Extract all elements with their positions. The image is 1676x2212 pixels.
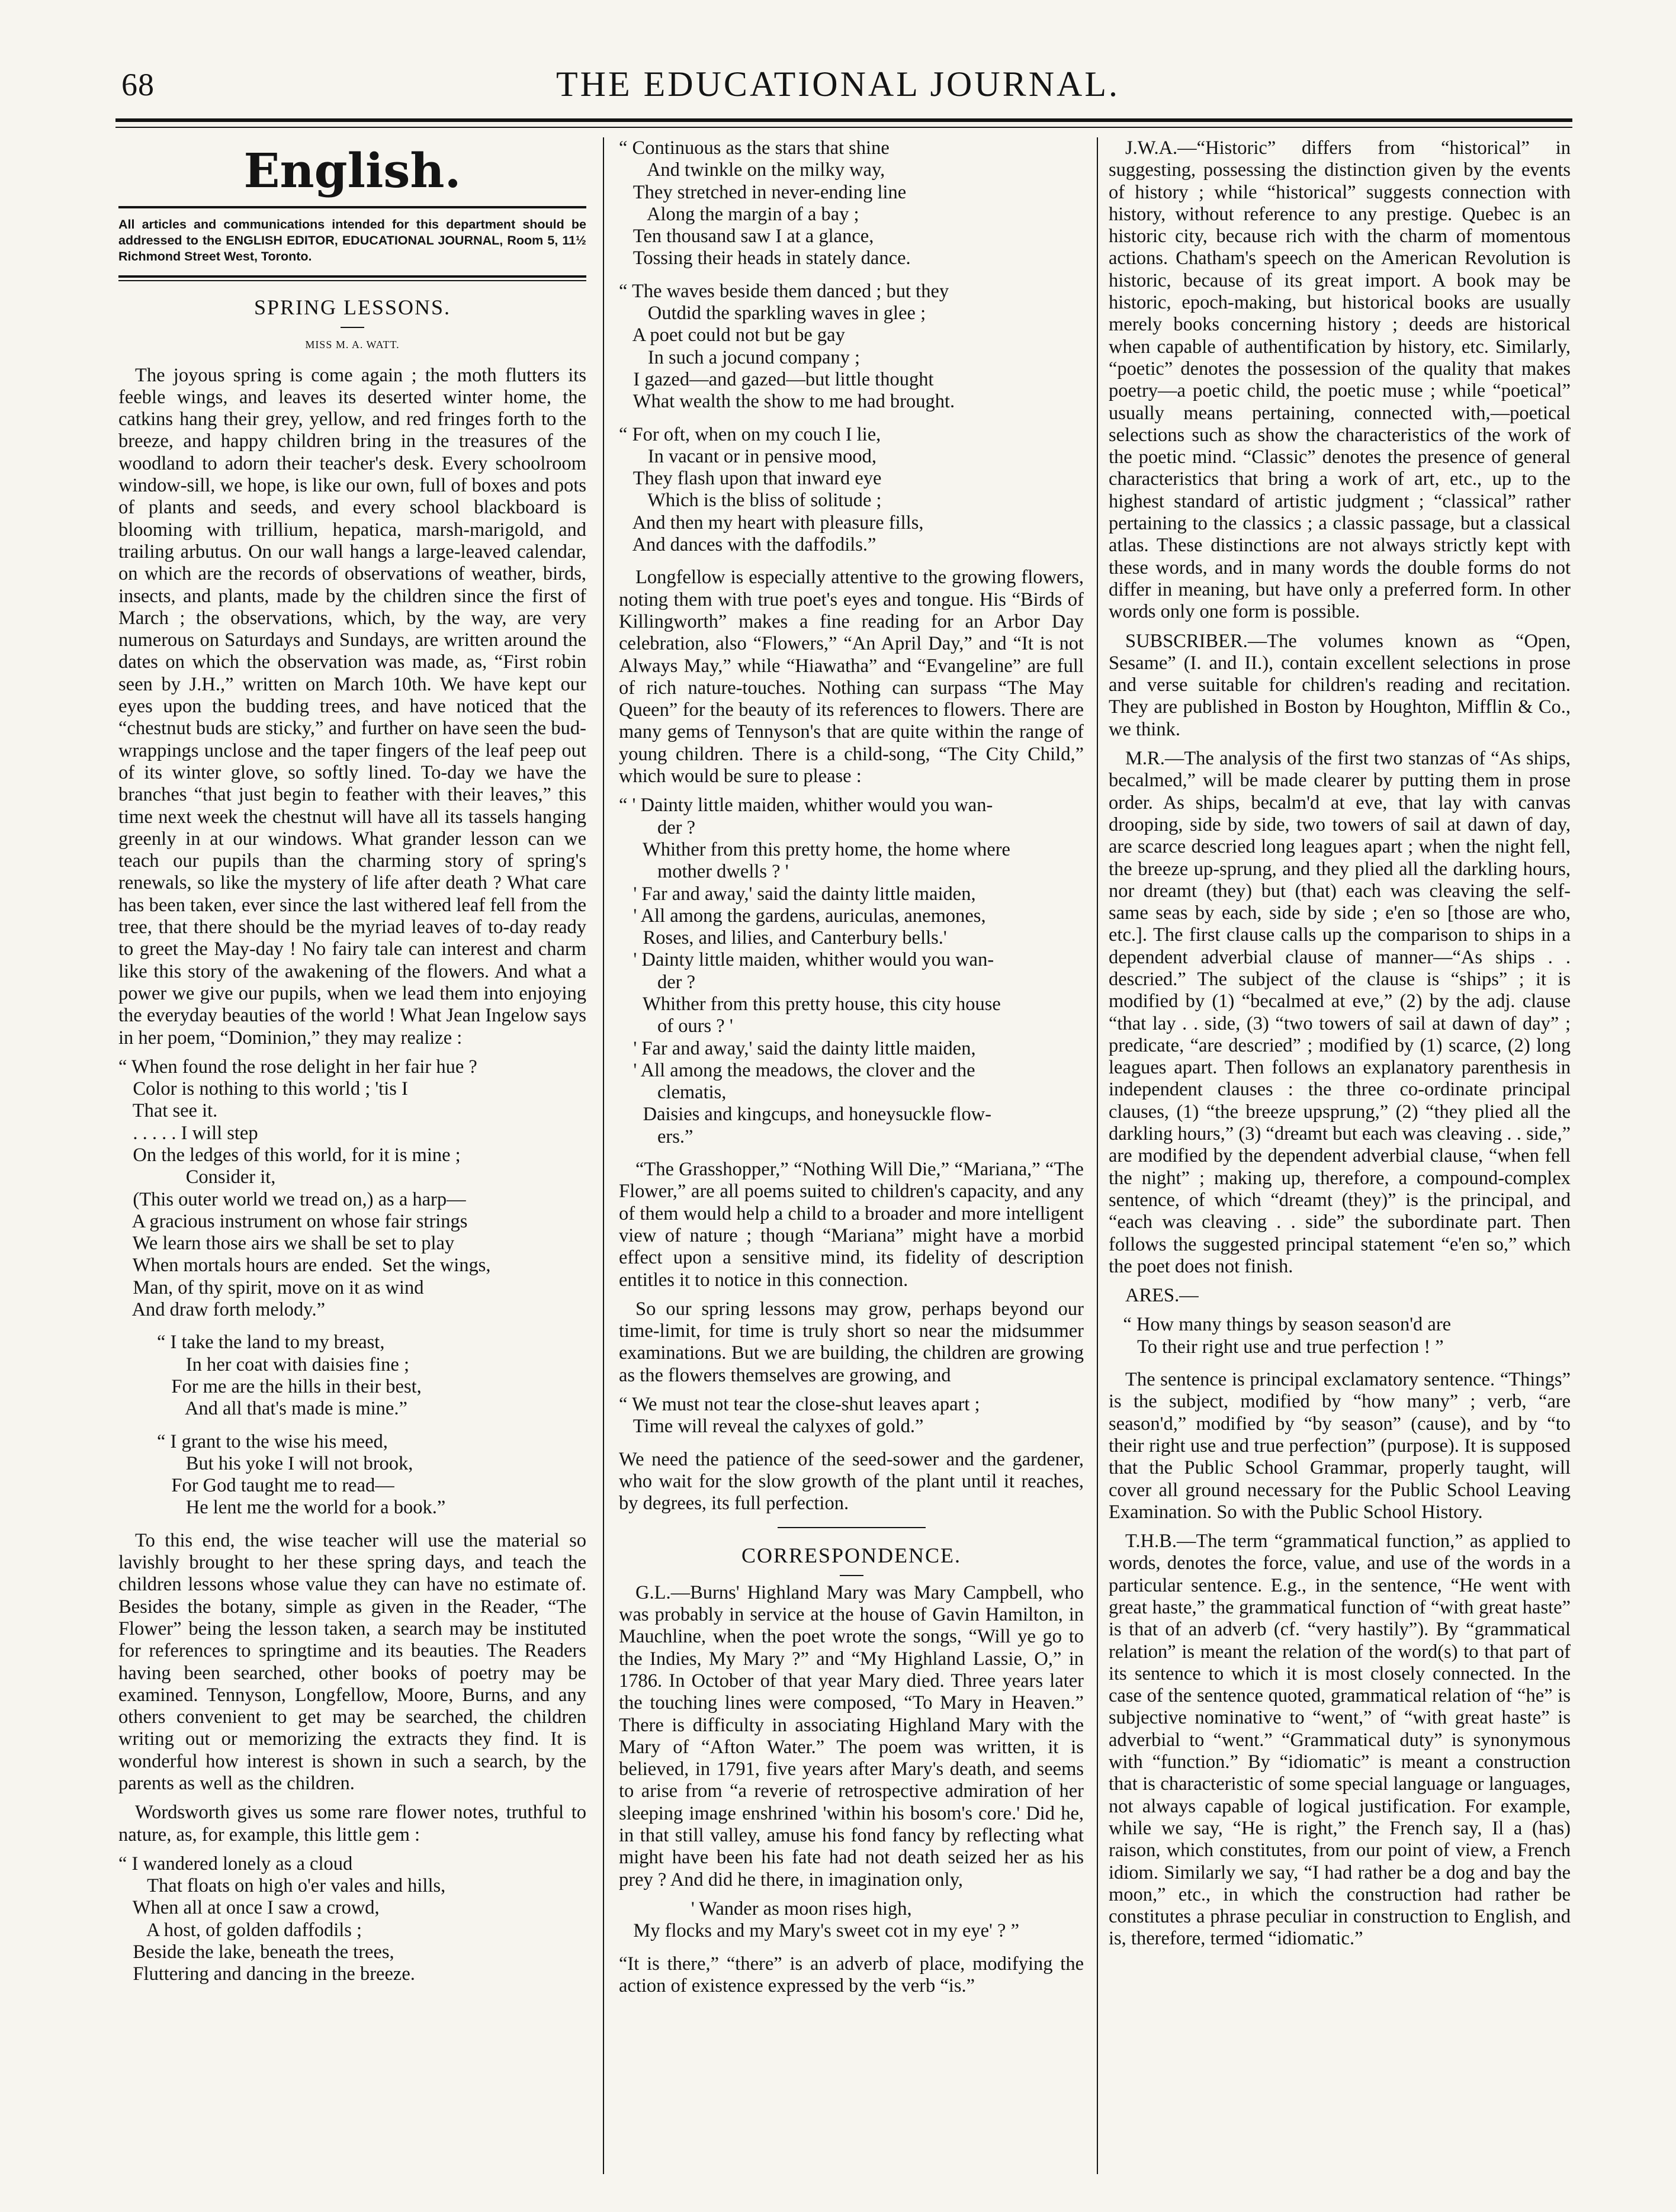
poem-quote [619,424,1084,557]
section-title: CORRESPONDENCE. [741,1543,962,1567]
article-title: SPRING LESSONS. [253,295,451,319]
journal-title: THE EDUCATIONAL JOURNAL. [556,65,1120,104]
poem-text: “ I grant to the wise his meed, But his yoke I will not brook, For God taught me to read— He lent me the world for a book.” [157,1430,446,1519]
paragraph: We need the patience of the seed-sower and the gardener, who wait for the slow growth of the plant until it reaches, by degrees, its full perfection. [619,1448,1084,1515]
poem-text: “ Continuous as the stars that shine And twinkle on the milky way, They stretched in never-ending line Along the margin of a bay ; Ten thousand saw I at a glance, Tossing their heads in stately dance. [619,137,911,269]
letter-label: ARES.— [1125,1285,1199,1307]
poem-quote [619,137,1084,270]
department-notice: All articles and communications intended for this department should be addressed to the ENGLISH EDITOR, EDUCATIONAL JOURNAL, Room 5, 11½ Richmond Street West, Toronto. [118,217,586,263]
poem-quote [118,1431,586,1519]
letter-answer: J.W.A.—“Historic” differs from “historical” in suggesting, possessing the distinction given by the events of history ; while “historical” suggests connection with history, without reference to any prestige. Quebec is an historic city, because rich with the charm of momentous actions. Chatham's speech on the American Revolution is historic, because of its great import. A book may be historic, epoch-making, but historical books are usually merely books concerning history ; deeds are historical when capable of authentification by history, etc. Similarly, “poetic” denotes the possession of the quality that makes poetry—a poetic child, the poetic muse ; while “poetical” usually means pertaining, connected with,—poetical selections such as show the characteristics of the work of the poetic mind. “Classic” denotes the presence of general characteristics that bring a work of art, etc., up to the highest standard of artistic judgment ; “classical” rather pertaining to the classics ; a classic passage, but a classical atlas. These distinctions are not always strictly kept with these words, and in many words the double forms do not differ in meaning, but have only a preferred form. In other words only one form is possible. [1109,137,1571,623]
divider [341,327,364,328]
header-rule [115,118,1572,122]
poem-quote [118,1332,586,1420]
poem-text: ' Wander as moon rises high, My flocks and my Mary's sweet cot in my eye' ? ” [633,1898,1019,1942]
letter-answer: SUBSCRIBER.—The volumes known as “Open, Sesame” (I. and II.), contain excellent selections in prose and verse suitable for children's reading and recitation. They are published in Boston by Houghton, Mifflin & Co., we think. [1109,630,1571,740]
department-title: English. [243,143,461,198]
paragraph: Wordsworth gives us some rare flower notes, truthful to nature, as, for example, this little gem : [118,1802,586,1846]
poem-text: “ For oft, when on my couch I lie, In vacant or in pensive mood, They flash upon that inward eye Which is the bliss of solitude ; And then my heart with pleasure fills, And dances with the daffodils.” [619,423,924,556]
poem-text: “ I take the land to my breast, In her coat with daisies fine ; For me are the hills in their best, And all that's made is mine.” [157,1332,422,1420]
paragraph: “It is there,” “there” is an adverb of place, modifying the action of existence expressed by the verb “is.” [619,1953,1084,1996]
poem-text: “ ' Dainty little maiden, whither would you wan- der ? Whither from this pretty home, the home where mother dwells ? ' ' Far and away,' said the dainty little maiden, ' All among the gardens, auriculas, anemones, Roses, and lilies, and Canterbury bells.' ' Dainty little maiden, whither would you wan- der ? Whither from this pretty house, this city house of ours ? ' ' Far and away,' said the dainty little maiden, ' All among the meadows, the clover and the clematis, Daisies and kingcups, and honeysuckle flow- ers.” [619,795,1010,1147]
column-divider [1097,137,1098,2174]
paragraph: Longfellow is especially attentive to the growing flowers, noting them with true poet's eyes and tongue. His “Birds of Killingworth” makes a fine reading for an Arbor Day celebration, also “Flowers,” “An April Day,” and “It is not Always May,” while “Hiawatha” and “Evangeline” are full of rich nature-touches. Nothing can surpass “The May Queen” for the beauty of its references to flowers. There are many gems of Tennyson's that are quite within the range of young children. There is a child-song, “The City Child,” which would be sure to please : [619,567,1084,787]
divider [118,206,586,208]
divider [840,1575,863,1576]
column-2 [619,137,1084,2174]
paragraph: To this end, the wise teacher will use the material so lavishly brought to her these spring days, and teach the children lessons whose value they can have no estimate of. Besides the botany, simple as given in the Reader, “The Flower” being the lesson taken, a search may be instituted for references to springtime and its beauties. The Readers having been searched, other books of poetry may be examined. Tennyson, Longfellow, Moore, Burns, and any others convenient to get may be searched, the children writing out or memorizing the extracts they find. It is wonderful how interest is shown in such a search, by the parents as well as the children. [118,1529,586,1794]
poem-text: “ I wandered lonely as a cloud That floats on high o'er vales and hills, When all at once I saw a crowd, A host, of golden daffodils ; Beside the lake, beneath the trees, Fluttering and dancing in the breeze. [118,1853,446,1985]
poem-text: “ The waves beside them danced ; but they Outdid the sparkling waves in glee ; A poet could not but be gay In such a jocund company ; I gazed—and gazed—but little thought What wealth the show to me had brought. [619,280,955,413]
letter-answer: T.H.B.—The term “grammatical function,” as applied to words, denotes the force, value, and use of the words in a particular sentence. E.g., in the sentence, “He went with great haste,” the grammatical function of “with great haste” is that of an adverb (cf. “very hastily”). By “grammatical relation” is meant the relation of the word(s) to that part of its sentence to which it is most closely connected. In the case of the sentence quoted, grammatical relation of “he” is subjective nominative to “went,” of “with great haste” is adverbial to “went.” “Grammatical duty” is synonymous with “function.” By “idiomatic” is meant a construction that is characteristic of some special language or languages, not always capable of logical justification. For example, while we say, “He is right,” the French say, Il a (has) raison, which constitutes, from our point of view, a French idiom. Similarly we say, “I had rather be a dog and bay the moon,” etc., in which the construction had rather be constitutes a phrase peculiar in construction to English, and is, therefore, termed “idiomatic.” [1109,1531,1571,1950]
header-rule-thin [115,127,1572,128]
divider [778,1527,926,1528]
letter-answer: G.L.—Burns' Highland Mary was Mary Campbell, who was probably in service at the house of Gavin Hamilton, in Mauchline, when the poet wrote the songs, “Will ye go to the Indies, My Mary ?” and “My Highland Lassie, O,” in 1786. In October of that year Mary died. Three years later the touching lines were composed, “To Mary in Heaven.” There is difficulty in associating Highland Mary with the Mary of “Afton Water.” The poem was written, it is believed, in 1791, five years after Mary's death, and seems to arise from “a reverie of retrospective admiration of her sleeping image enshrined 'within his bosom's core.' Did he, in that still valley, amuse his fond fancy by reflecting what might have been his fate had not death seized her as his prey ? And did he there, in imagination only, [619,1581,1084,1891]
letter-answer: The sentence is principal exclamatory sentence. “Things” is the subject, modified by “how many” ; verb, “are season'd,” modified by “by season” (cause), and by “to their right use and true perfection” (purpose). It is supposed that the Public School Grammar, properly taught, will cover all ground necessary for the Public School Leaving Examination. So with the Public School History. [1109,1369,1571,1523]
poem-text: “ How many things by season season'd are To their right use and true perfection ! ” [1123,1314,1452,1358]
column-divider [603,137,604,2174]
poem-text: “ When found the rose delight in her fair hue ? Color is nothing to this world ; 'tis I That see it. . . . . . I will step On the ledges of this world, for it is mine ; Consider it, (This outer world we tread on,) as a harp— A gracious instrument on whose fair strings We learn those airs we shall be set to play When mortals hours are ended. Set the wings, Man, of thy spirit, move on it as wind And draw forth melody.” [118,1056,491,1321]
paragraph: The joyous spring is come again ; the moth flutters its feeble wings, and leaves its deserted winter home, the catkins hang their grey, yellow, and red fringes forth to the breeze, and happy children bring in the treasures of the woodland to adorn their teacher's desk. Every schoolroom window-sill, we hope, is like our own, full of boxes and pots of plants and seeds, and every school blackboard is blooming with trillium, hepatica, marsh-marigold, and trailing arbutus. On our wall hangs a large-leaved calendar, on which are the records of observations of weather, birds, insects, and plants, made by the children since the first of March ; the observations, which, by the way, are very numerous on Saturdays and Sundays, are written around the dates on which the observation was made, as, “First robin seen by J.H.,” written on March 10th. We have kept our eyes upon the budding trees, and have noticed that the “chestnut buds are sticky,” and further on have seen the bud-wrappings unclose and the taper fingers of the leaf peep out of its winter glove, so softly lined. To-day we have the branches “that just begin to feather with their leaves,” this time next week the chestnut will have all its tassels hanging greenly in at our windows. What grander lesson can we teach our pupils than the charming story of spring's renewals, so like the mystery of life after death ? What care has been taken, ever since the last withered leaf fell from the tree, that there should be the myriad leaves of to-day ready to greet the May-day ! No fairy tale can interest and charm like this story of the awakening of the flowers. And what a power we give our pupils, when we lead them into enjoying the everyday beauties of the world ! What Jean Ingelow says in her poem, “Dominion,” they may realize : [118,364,586,1049]
column-3 [1109,137,1571,2174]
poem-quote [619,1898,1084,1943]
poem-quote [619,281,1084,413]
poem-text: “ We must not tear the close-shut leaves apart ; Time will reveal the calyxes of gold.” [619,1394,980,1438]
poem-quote [1109,1314,1571,1358]
poem-quote [118,1056,586,1322]
letter-answer: M.R.—The analysis of the first two stanzas of “As ships, becalmed,” will be made clearer by putting them in prose order. As ships, becalm'd at eve, that lay with canvas drooping, side by side, two towers of sail at dawn of day, are scarce descried long leagues apart ; when the night fell, the breeze up-sprung, and they plied all the darkling hours, nor dreamt (they) but (that) each was cleaving the self-same seas by each, side by side ; e'en so [those are who, etc.]. The first clause calls up the comparison to ships in a dependent adverbial clause of manner—“As ships . . descried.” The subject of the clause is “ships” ; it is modified by (1) “becalmed at eve,” (2) by the adj. clause “that lay . . side, (3) “two towers of sail at dawn of day” ; predicate, “are descried” ; modified by (1) scarce, (2) long leagues apart. Then follows an explanatory parenthesis in independent clauses : the three co-ordinate principal clauses, (1) “the breeze upsprung,” (2) “they plied all the darkling hours,” (3) “dreamt but each was cleaving . . side,” are modified by the dependent adverbial clause, “when fell the night” ; making up, therefore, a compound-complex sentence, of which “dreamt (they)” is the principal, and “each was cleaving . . side” the subordinate part. Then follows the suggested principal statement “e'en so,” which the poet does not finish. [1109,748,1571,1277]
poem-quote [619,1394,1084,1438]
paragraph: “The Grasshopper,” “Nothing Will Die,” “Mariana,” “The Flower,” are all poems suited to children's capacity, and any of them would help a child to a broader and more intelligent view of nature ; though “Mariana” might have a morbid effect upon a sensitive mind, its fidelity of description entitles it to notice in this connection. [619,1159,1084,1291]
article-author: MISS M. A. WATT. [305,339,400,351]
divider [118,275,586,281]
column-1 [118,137,586,2174]
poem-quote [118,1853,586,1986]
poem-quote [619,795,1084,1148]
paragraph: So our spring lessons may grow, perhaps beyond our time-limit, for time is truly short so near the midsummer examinations. But we are building, the children are growing as the flowers themselves are growing, and [619,1298,1084,1386]
page-number: 68 [121,67,155,102]
